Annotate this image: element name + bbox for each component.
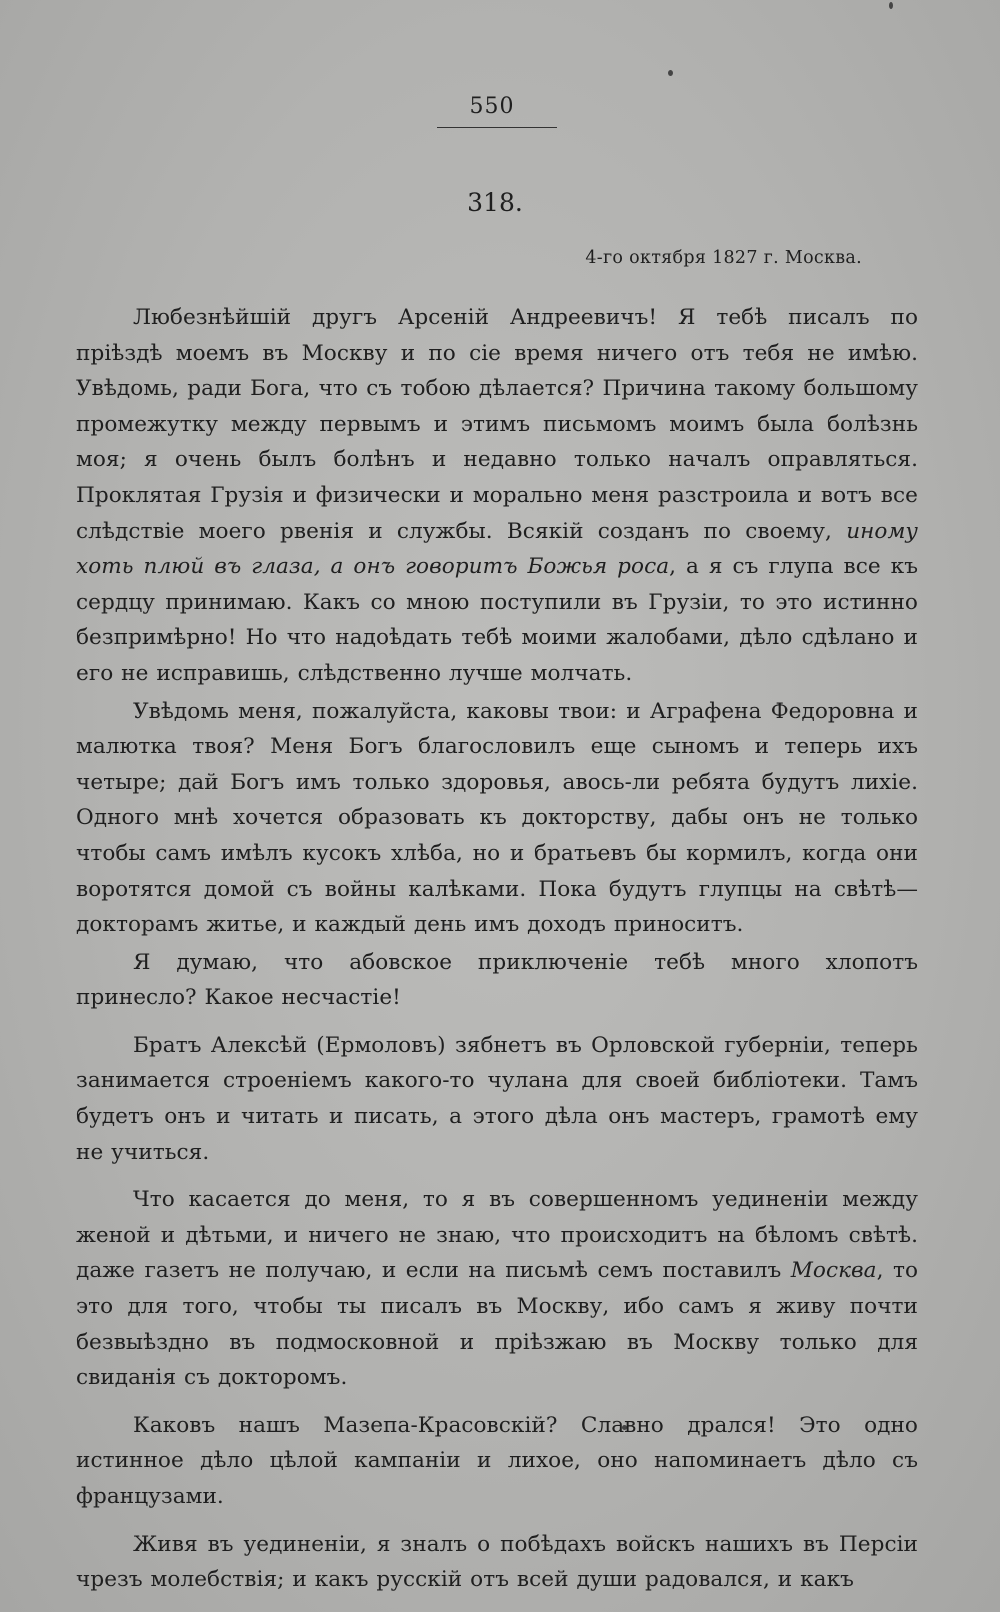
proverb-italic: иному хоть плюй въ глаза, а онъ говоритъ Божья роса [76,518,918,580]
ink-speck [668,70,673,76]
paragraph [76,1182,918,1396]
paragraph: Братъ Алексѣй (Ермоловъ) зябнетъ въ Орловской губерніи, теперь занимается строеніемъ какого-то чулана для своей библіотеки. Тамъ будетъ онъ и читать и писать, а этого дѣла онъ мастеръ, грамотѣ ему не учиться. [76,1032,918,1165]
header-rule [437,127,557,128]
paragraph: Я думаю, что абовское приключеніе тебѣ много хлопотъ принесло? Какое несчастіе! [76,949,918,1011]
paragraph: Каковъ нашъ Мазепа-Красовскій? Славно дрался! Это одно истинное дѣло цѣлой кампаніи и лихое, оно напоминаетъ дѣло съ французами. [76,1412,918,1509]
paragraph-text: , а я съ глупа все къ сердцу принимаю. Какъ со мною поступили въ Грузіи, то это истинно безпримѣрно! Но что надоѣдать тебѣ моими жалобами, дѣло сдѣлано и его не исправишь, слѣдственно лучше молчать. [76,554,918,686]
place-italic: Москва [790,1258,877,1284]
letter-body [76,300,918,1598]
letter-dateline: 4-го октября 1827 г. Москва. [585,248,862,268]
ink-speck [889,2,893,9]
paragraph: Увѣдомь меня, пожалуйста, каковы твои: и Аграфена Федоровна и малютка твоя? Меня Богъ благословилъ еще сыномъ и теперь ихъ четыре; дай Богъ имъ только здоровья, авось-ли ребята будутъ лихіе. Одного мнѣ хочется образовать къ докторству, дабы онъ не только чтобы самъ имѣлъ кусокъ хлѣба, но и братьевъ бы кормилъ, когда они воротятся домой съ войны калѣками. Пока будутъ глупцы на свѣтѣ— докторамъ житье, и каждый день имъ доходъ приноситъ. [76,698,918,938]
paragraph-text: Любезнѣйшій другъ Арсеній Андреевичъ! Я тебѣ писалъ по пріѣздѣ моемъ въ Москву и по сіе время ничего отъ тебя не имѣю. Увѣдомь, ради Бога, что съ тобою дѣлается? Причина такому большому промежутку между первымъ и этимъ письмомъ моимъ была болѣзнь моя; я очень былъ болѣнъ и недавно только началъ оправляться. Проклятая Грузія и физически и морально меня разстроила и вотъ все слѣдствіе моего рвенія и службы. Всякій созданъ по своему, [76,305,918,544]
paragraph [76,300,918,692]
paragraph: Живя въ уединеніи, я зналъ о побѣдахъ войскъ нашихъ въ Персіи чрезъ молебствія; и какъ русскій отъ всей души радовался, и какъ [76,1531,918,1593]
page-number: 550 [469,94,515,119]
paragraph-text: Что касается до меня, то я въ совершенномъ уединеніи между женой и дѣтьми, и ничего не знаю, что происходитъ на бѣломъ свѣтѣ. даже газетъ не получаю, и если на письмѣ семъ поставилъ [76,1187,918,1284]
letter-number: 318. [467,188,523,217]
paragraph-text: , то это для того, чтобы ты писалъ въ Москву, ибо самъ я живу почти безвыѣздно въ подмосковной и пріѣзжаю въ Москву только для свиданія съ докторомъ. [76,1258,918,1391]
